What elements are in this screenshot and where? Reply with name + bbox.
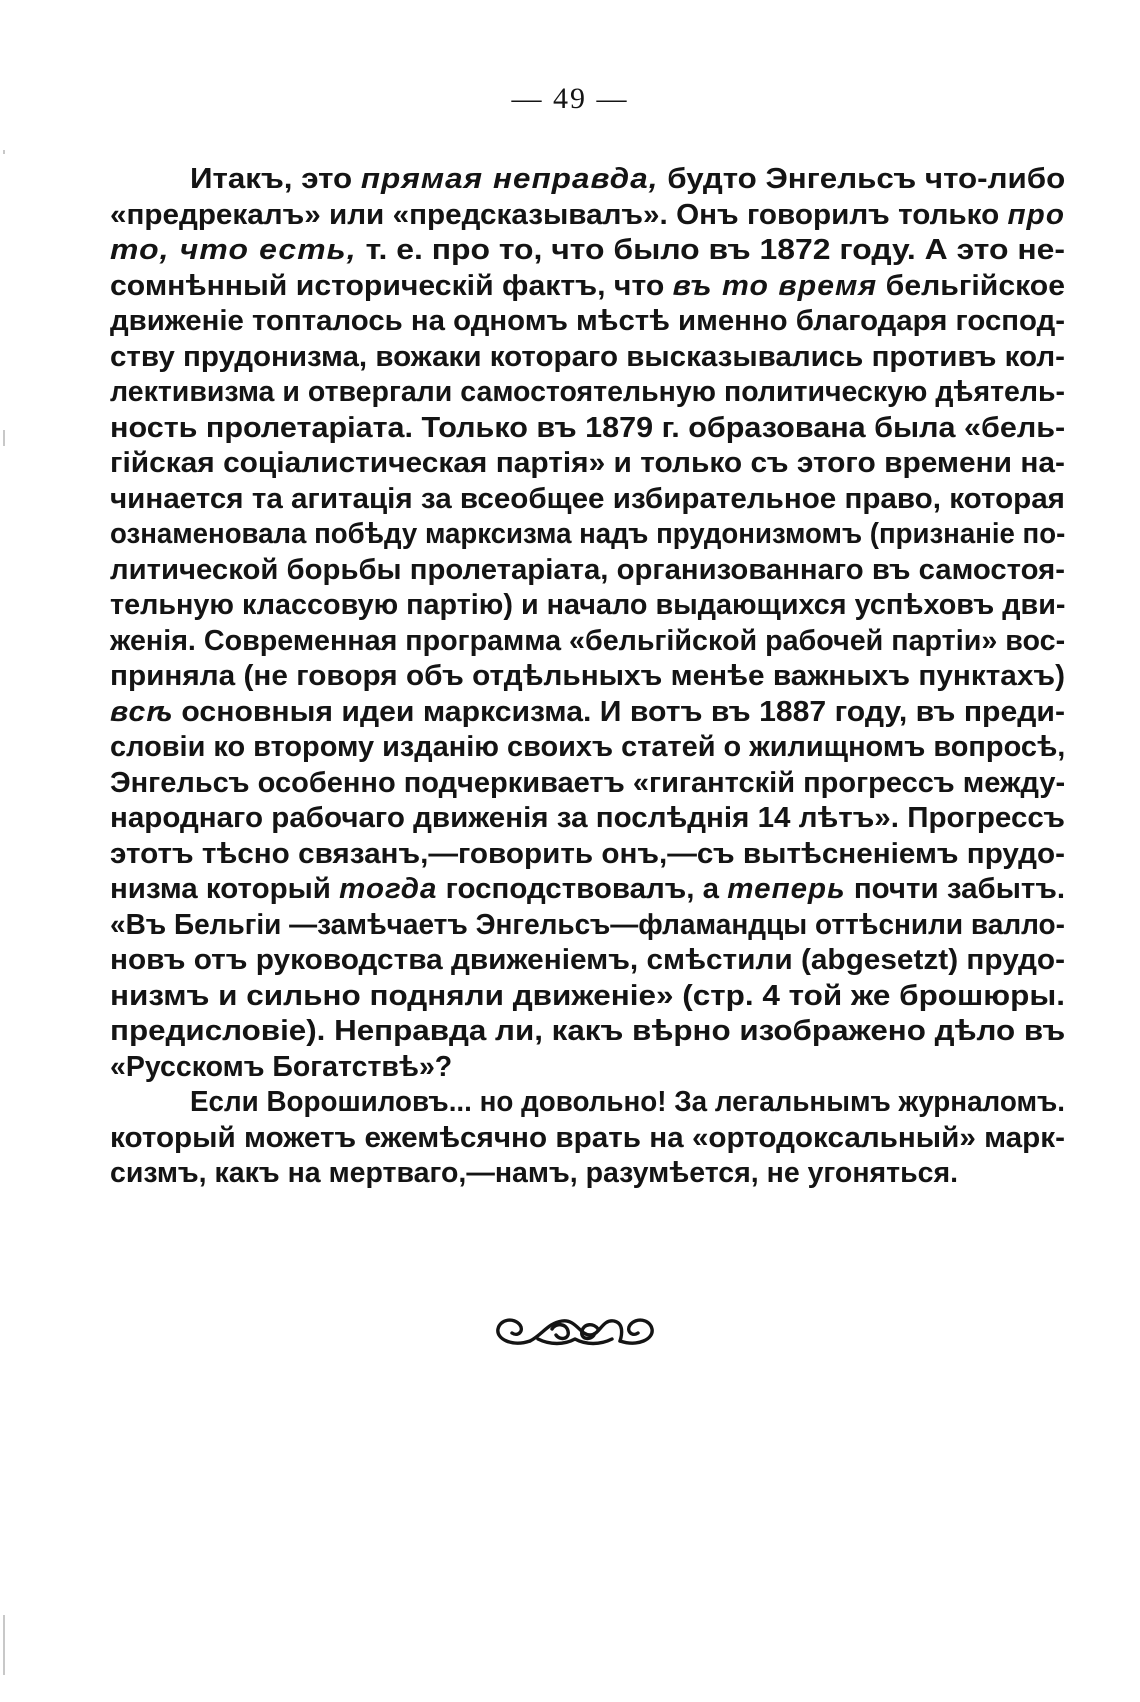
text-line xyxy=(110,1085,1065,1121)
text-segment: Итакъ, это xyxy=(189,163,361,195)
emphasized-text: тогда xyxy=(339,873,438,905)
text-segment: чинается та агитація за всеобщее избирательное право, которая xyxy=(110,482,1065,515)
emphasized-text: теперь xyxy=(727,873,846,905)
left-margin-mark-top xyxy=(3,150,5,154)
left-margin-mark-mid xyxy=(3,430,5,446)
emphasized-text: прямая неправда, xyxy=(360,163,659,195)
text-line xyxy=(110,837,1065,873)
text-line xyxy=(110,446,1065,482)
text-line xyxy=(110,908,1065,944)
text-segment: «предрекалъ» или «предсказывалъ». Онъ говорилъ только xyxy=(110,198,1008,231)
text-segment: литической борьбы пролетаріата, организованнаго въ самостоя- xyxy=(110,553,1066,586)
text-segment: основныя идеи марксизма. И вотъ въ 1887 году, въ преди- xyxy=(172,695,1066,728)
text-segment: женія. Современная программа «бельгійской рабочей партіи» вос- xyxy=(110,624,1066,657)
text-line xyxy=(110,340,1065,376)
text-line xyxy=(110,553,1065,589)
emphasized-text: то, что есть, xyxy=(110,234,357,266)
text-line xyxy=(110,1121,1065,1157)
text-line xyxy=(110,375,1065,411)
text-segment: т. е. про то, что было въ 1872 году. А это не- xyxy=(356,234,1066,266)
text-segment: новъ отъ руководства движеніемъ, смѣстили (abgesetzt) прудо- xyxy=(110,944,1066,976)
text-segment: Если Ворошиловъ... но довольно! За легальнымъ журналомъ. xyxy=(189,1086,1066,1118)
text-line xyxy=(110,517,1065,553)
text-line xyxy=(110,872,1065,908)
text-line xyxy=(110,659,1065,695)
text-segment: ознаменовала побѣду марксизма надъ прудонизмомъ (признаніе по- xyxy=(110,518,1066,550)
text-segment: низма который xyxy=(110,873,340,905)
text-line xyxy=(110,1050,1065,1086)
text-segment: который можетъ ежемѣсячно врать на «ортодоксальный» марк- xyxy=(110,1121,1065,1154)
text-segment: сомнѣнный историческій фактъ, что xyxy=(110,269,673,302)
text-segment: будто Энгельсъ что-либо xyxy=(658,163,1066,195)
text-line xyxy=(110,269,1065,305)
text-segment: гійская соціалистическая партія» и только съ этого времени на- xyxy=(110,447,1066,479)
text-line xyxy=(110,624,1065,660)
scroll-ornament-icon xyxy=(490,1305,660,1357)
text-segment: почти забытъ. xyxy=(845,873,1066,905)
text-segment: «Русскомъ Богатствѣ»? xyxy=(110,1050,453,1083)
text-segment: тельную классовую партію) и начало выдающихся успѣховъ дви- xyxy=(110,589,1066,621)
text-line xyxy=(110,162,1065,198)
text-line xyxy=(110,801,1065,837)
emphasized-text: всѣ xyxy=(110,695,173,728)
text-line xyxy=(110,588,1065,624)
text-line xyxy=(110,198,1065,234)
text-segment: ству прудонизма, вожаки котораго высказывались противъ кол- xyxy=(110,340,1065,373)
emphasized-text: про xyxy=(1007,198,1065,231)
left-margin-mark-bottom xyxy=(3,1615,5,1675)
text-segment: народнаго рабочаго движенія за послѣднія 14 лѣтъ». Прогрессъ xyxy=(110,802,1065,834)
emphasized-text: въ то время xyxy=(672,269,878,302)
text-segment: Энгельсъ особенно подчеркиваетъ «гигантскій прогрессъ между- xyxy=(110,766,1066,799)
text-line xyxy=(110,695,1065,731)
text-segment: движеніе топталось на одномъ мѣстѣ именно благодаря господ- xyxy=(110,305,1066,337)
text-line xyxy=(110,979,1065,1015)
text-line xyxy=(110,1156,1065,1192)
text-segment: низмъ и сильно подняли движеніе» (стр. 4 той же брошюры. xyxy=(110,979,1065,1012)
text-line xyxy=(110,1014,1065,1050)
text-segment: сизмъ, какъ на мертваго,—намъ, разумѣется, не угоняться. xyxy=(110,1157,959,1189)
text-segment: приняла (не говоря объ отдѣльныхъ менѣе важныхъ пунктахъ) xyxy=(110,660,1065,692)
text-line xyxy=(110,304,1065,340)
body-text xyxy=(110,162,1065,1192)
text-segment: лективизма и отвергали самостоятельную политическую дѣятель- xyxy=(110,376,1065,408)
text-segment: «Въ Бельгіи —замѣчаетъ Энгельсъ—фламандцы оттѣснили валло- xyxy=(110,908,1065,941)
text-segment: ность пролетаріата. Только въ 1879 г. образована была «бель- xyxy=(110,411,1066,444)
text-line xyxy=(110,482,1065,518)
text-line xyxy=(110,233,1065,269)
text-segment: господствовалъ, а xyxy=(437,873,728,905)
text-segment: бельгійское xyxy=(877,269,1066,302)
text-line xyxy=(110,730,1065,766)
page-number: — 49 — xyxy=(511,82,629,115)
text-segment: словіи ко второму изданію своихъ статей о жилищномъ вопросѣ, xyxy=(110,731,1066,763)
text-segment: предисловіе). Неправда ли, какъ вѣрно изображено дѣло въ xyxy=(110,1015,1066,1047)
text-line xyxy=(110,943,1065,979)
text-line xyxy=(110,766,1065,802)
text-segment: этотъ тѣсно связанъ,—говорить онъ,—съ вытѣсненіемъ прудо- xyxy=(110,837,1065,870)
text-line xyxy=(110,411,1065,447)
